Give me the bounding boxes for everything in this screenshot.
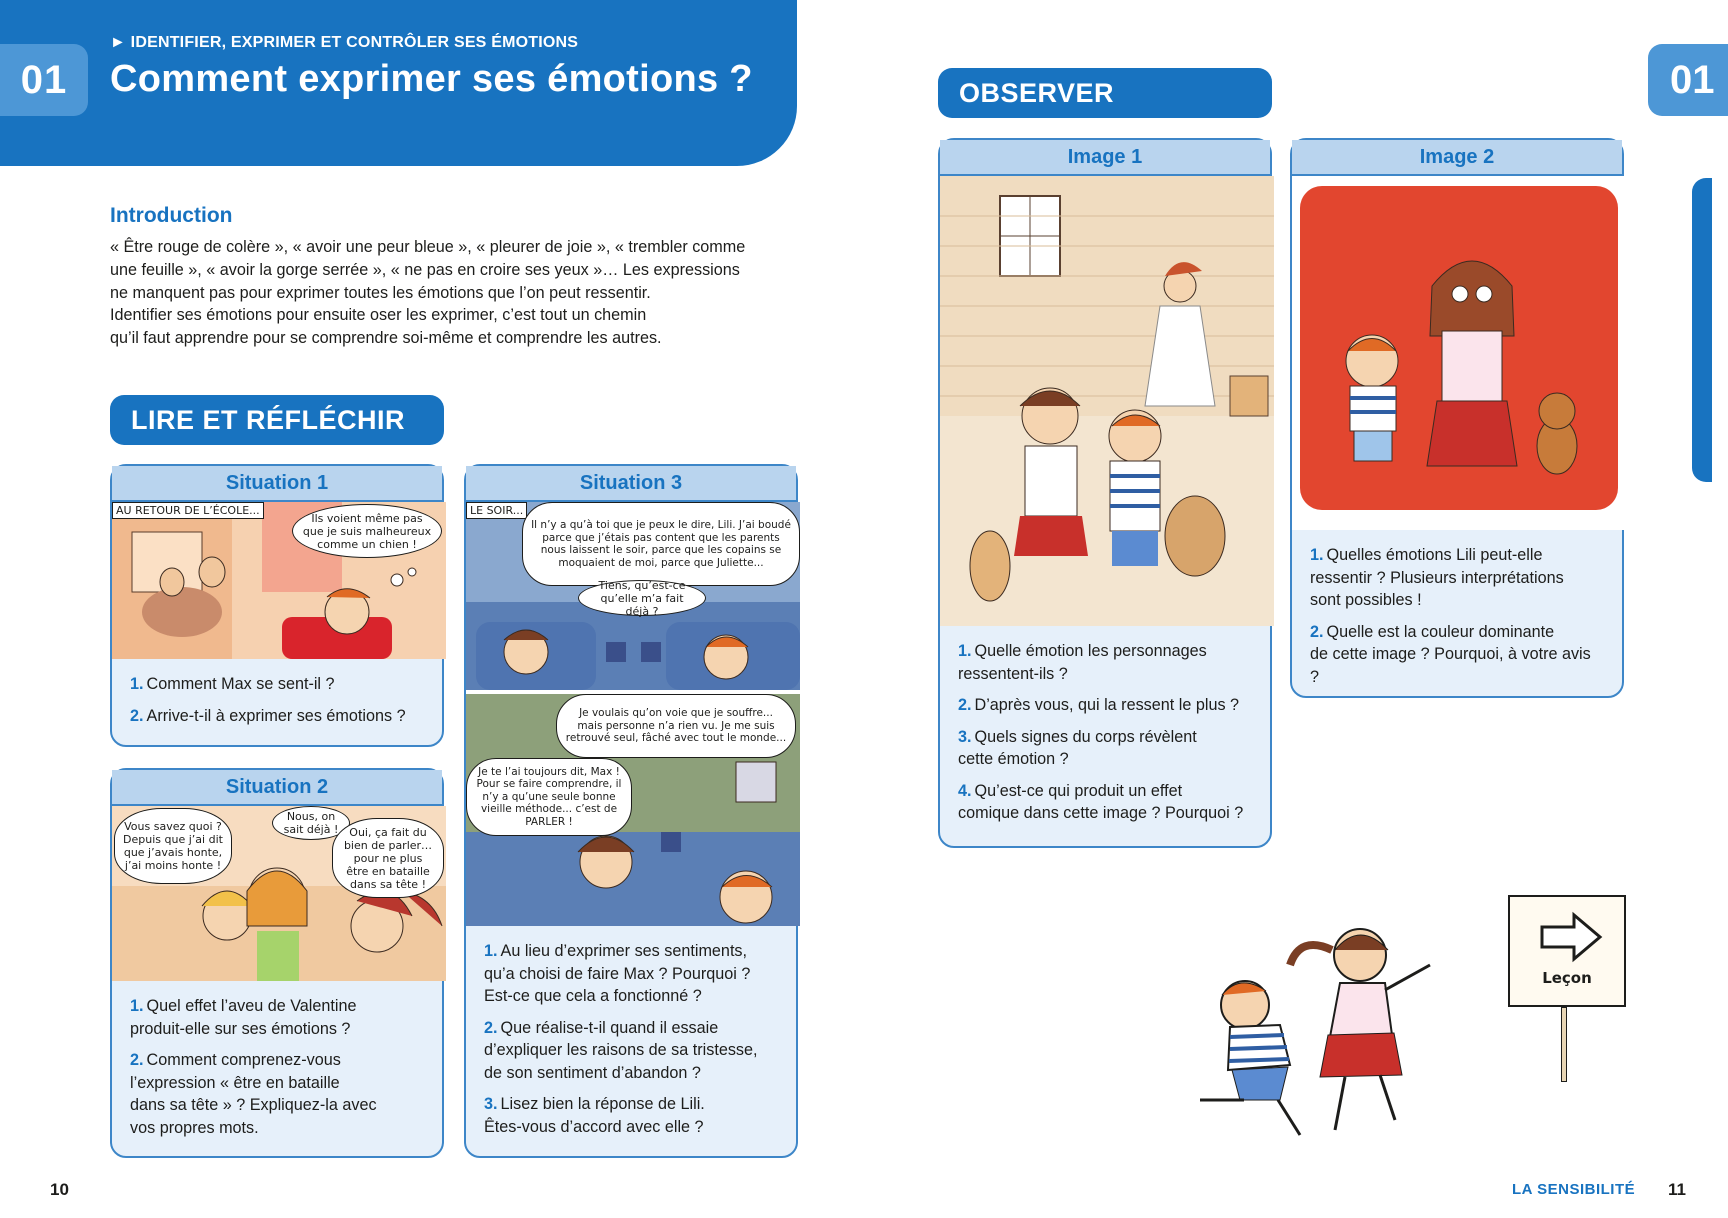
intro-line: ne manquent pas pour exprimer toutes les émotions que l’on peut ressentir. [110, 283, 651, 302]
image-2-title: Image 2 [1292, 140, 1622, 176]
image-1-questions [940, 626, 1270, 844]
situation-2-title: Situation 2 [112, 770, 442, 806]
speech-bubble: Oui, ça fait du bien de parler… pour ne plus être en bataille dans sa tête ! [332, 818, 444, 898]
situation-3-card [464, 464, 798, 1158]
intro-line: une feuille », « avoir la gorge serrée », « ne pas en croire ses yeux »… Les expressions [110, 260, 740, 279]
image-1-card [938, 138, 1272, 848]
speech-bubble: Tiens, qu’est-ce qu’elle m’a fait déjà ? [578, 580, 706, 616]
sign-post [1561, 1007, 1567, 1082]
situation-1-questions [112, 659, 442, 746]
page-title: Comment exprimer ses émotions ? [110, 58, 753, 100]
intro-line: « Être rouge de colère », « avoir une peur bleue », « pleurer de joie », « trembler comme [110, 238, 746, 256]
situation-2-card [110, 768, 444, 1158]
question: 2. Arrive-t-il à exprimer ses émotions ? [130, 706, 406, 725]
situation-1-comic [112, 502, 442, 659]
arrow-right-icon [1512, 907, 1626, 967]
situation-3-questions [466, 926, 796, 1157]
question: 2. Quelle est la couleur dominante de cette image ? Pourquoi, à votre avis ? [1310, 622, 1591, 686]
question: 1. Quelle émotion les personnages ressentent-ils ? [958, 642, 1207, 683]
intro-text [110, 236, 790, 350]
question: 1. Au lieu d’exprimer ses sentiments, qu’a choisi de faire Max ? Pourquoi ? Est-ce que cela a fonctionné ? [484, 942, 751, 1005]
illustration [1292, 176, 1626, 530]
speech-bubble: Je voulais qu’on voie que je souffre... mais personne n’a rien vu. Je me suis retrouvé seul, fâché avec tout le monde... [556, 694, 796, 758]
question: 2. Comment comprenez-vous l’expression « être en bataille dans sa tête » ? Expliquez-la avec vos propres mots. [130, 1051, 377, 1137]
image-2-card [1290, 138, 1624, 698]
question: 1. Quelles émotions Lili peut-elle ressentir ? Plusieurs interprétations sont possibles ! [1310, 546, 1564, 609]
situation-1-title: Situation 1 [112, 466, 442, 502]
lecon-sign-label: Leçon [1542, 969, 1592, 987]
next-lesson-number: 01 [1670, 57, 1715, 102]
illustration [940, 176, 1274, 626]
footer-section-label: LA SENSIBILITÉ [1512, 1181, 1636, 1198]
intro-line: Identifier ses émotions pour ensuite oser les exprimer, c’est tout un chemin [110, 306, 647, 325]
question: 4. Qu’est-ce qui produit un effet comique dans cette image ? Pourquoi ? [958, 781, 1244, 822]
question: 2. Que réalise-t-il quand il essaie d’expliquer les raisons de sa tristesse, de son sentiment d’abandon ? [484, 1018, 758, 1082]
speech-bubble: Ils voient même pas que je suis malheureux comme un chien ! [292, 504, 442, 558]
situation-3-title: Situation 3 [466, 466, 796, 502]
question: 2. D’après vous, qui la ressent le plus ? [958, 696, 1240, 714]
right-page-number: 11 [1668, 1180, 1686, 1199]
lesson-number-tab: 01 [0, 44, 88, 116]
comic-caption: LE SOIR... [466, 502, 527, 519]
situation-2-questions [112, 981, 442, 1158]
speech-bubble: Il n’y a qu’à toi que je peux le dire, Lili. J’ai boudé parce que j’étais pas content que les parents nous laissent le soir, parce que les copains se moquaient de moi, parce que Juliette... [522, 502, 800, 586]
question: 3. Quels signes du corps révèlent cette émotion ? [958, 727, 1197, 768]
left-page-number: 10 [50, 1180, 69, 1199]
question: 3. Lisez bien la réponse de Lili. Êtes-vous d’accord avec elle ? [484, 1095, 705, 1136]
situation-3-comic [466, 502, 796, 926]
speech-bubble: Nous, on sait déjà ! [272, 806, 350, 840]
image-1-illustration [940, 176, 1270, 626]
side-bar [1692, 178, 1712, 482]
situation-1-card [110, 464, 444, 747]
image-2-illustration [1292, 176, 1622, 530]
comic-caption: AU RETOUR DE L’ÉCOLE... [112, 502, 264, 519]
speech-bubble: Vous savez quoi ? Depuis que j’ai dit que j’avais honte, j’ai moins honte ! [114, 808, 232, 884]
chapter-kicker: ► IDENTIFIER, EXPRIMER ET CONTRÔLER SES ÉMOTIONS [110, 34, 579, 51]
running-children-illustration [1160, 895, 1450, 1145]
next-lesson-tab [1648, 44, 1728, 116]
intro-heading: Introduction [110, 204, 233, 227]
situation-2-comic [112, 806, 442, 981]
speech-bubble: Je te l’ai toujours dit, Max ! Pour se faire comprendre, il n’y a qu’une seule bonne vieille méthode... c’est de PARLER ! [466, 758, 632, 836]
lecon-sign[interactable] [1508, 895, 1626, 1007]
observer-header: OBSERVER [938, 68, 1272, 118]
intro-line: qu’il faut apprendre pour se comprendre soi-même et comprendre les autres. [110, 329, 662, 348]
question: 1. Comment Max se sent-il ? [130, 675, 335, 693]
lire-reflechir-header: LIRE ET RÉFLÉCHIR [110, 395, 444, 445]
image-1-title: Image 1 [940, 140, 1270, 176]
image-2-questions [1292, 530, 1622, 707]
question: 1. Quel effet l’aveu de Valentine produit-elle sur ses émotions ? [130, 997, 357, 1038]
